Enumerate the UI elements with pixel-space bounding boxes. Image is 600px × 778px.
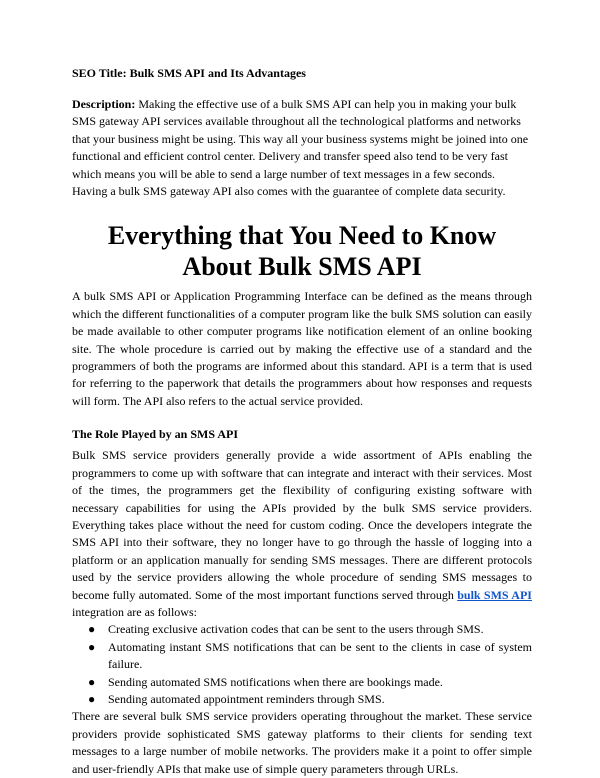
list-item-text: Automating instant SMS notifications that can be sent to the clients in case of system failure.	[108, 639, 532, 672]
description-paragraph	[72, 96, 532, 200]
bulk-sms-api-link[interactable]: bulk SMS API	[457, 587, 532, 602]
list-item	[88, 639, 532, 674]
list-item	[88, 674, 532, 691]
description-text: Making the effective use of a bulk SMS API can help you in making your bulk SMS gateway API services available throughout all the technological platforms and networks that your business might be using. This way all your business systems might be joined into one functional and efficient control center. Delivery and transfer speed also tend to be very fast which means you will be able to send a large number of text messages in a few seconds. Having a bulk SMS gateway API also comes with the guarantee of complete data security.	[72, 97, 529, 199]
role-section-paragraph	[72, 447, 532, 621]
seo-title-text: Bulk SMS API and Its Advantages	[129, 66, 306, 80]
role-text-after-link: integration are as follows:	[72, 604, 197, 619]
role-section-heading: The Role Played by an SMS API	[72, 427, 239, 442]
seo-title-label: SEO Title:	[72, 66, 127, 80]
bullet-icon: ●	[88, 639, 96, 654]
bullet-icon: ●	[88, 691, 96, 706]
role-text-before-link: Bulk SMS service providers generally provide a wide assortment of APIs enabling the programmers to come up with software that can integrate and interact with their services. Most of the times, the programmers get the flexibility of configuring existing software with necessary capabilities for using the APIs provided by the bulk SMS service providers. Everything takes place without the need for custom coding. Once the developers integrate the SMS API into their software, they no longer have to go through the hassle of logging into a platform or an application manually for sending SMS messages. There are different protocols used by the service providers allowing the whole procedure of sending SMS messages to become fully automated. Some of the most important functions served through	[72, 448, 532, 602]
list-item	[88, 691, 532, 708]
bullet-icon: ●	[88, 622, 96, 637]
list-item-text: Sending automated SMS notifications when there are bookings made.	[108, 674, 443, 689]
description-label: Description:	[72, 97, 136, 111]
list-item	[88, 621, 532, 638]
intro-paragraph: A bulk SMS API or Application Programming Interface can be defined as the means through which the different functionalities of a computer program like the bulk SMS solution can easily be made available to other computer programs like notification element of an online booking site. The whole procedure is carried out by making the effective use of a standard and the programmers of both the programs are informed about this standard. API is a term that is used for referring to the paperwork that details the programmers about how responses and requests will form. The API also refers to the actual service provided.	[72, 289, 532, 408]
seo-title-line	[72, 66, 532, 81]
list-item-text: Creating exclusive activation codes that can be sent to the users through SMS.	[108, 622, 484, 637]
functions-list	[72, 621, 532, 708]
page-heading: Everything that You Need to Know About Bulk SMS API	[107, 221, 497, 282]
closing-paragraph: There are several bulk SMS service providers operating throughout the market. These service providers provide sophisticated SMS gateway platforms to their clients for sending text messages to a large number of mobile networks. The providers make it a point to offer simple and user-friendly APIs that make use of simple query parameters through URLs.	[72, 709, 532, 776]
document-page	[72, 66, 532, 778]
list-item-text: Sending automated appointment reminders through SMS.	[108, 691, 385, 706]
bullet-icon: ●	[88, 674, 96, 689]
